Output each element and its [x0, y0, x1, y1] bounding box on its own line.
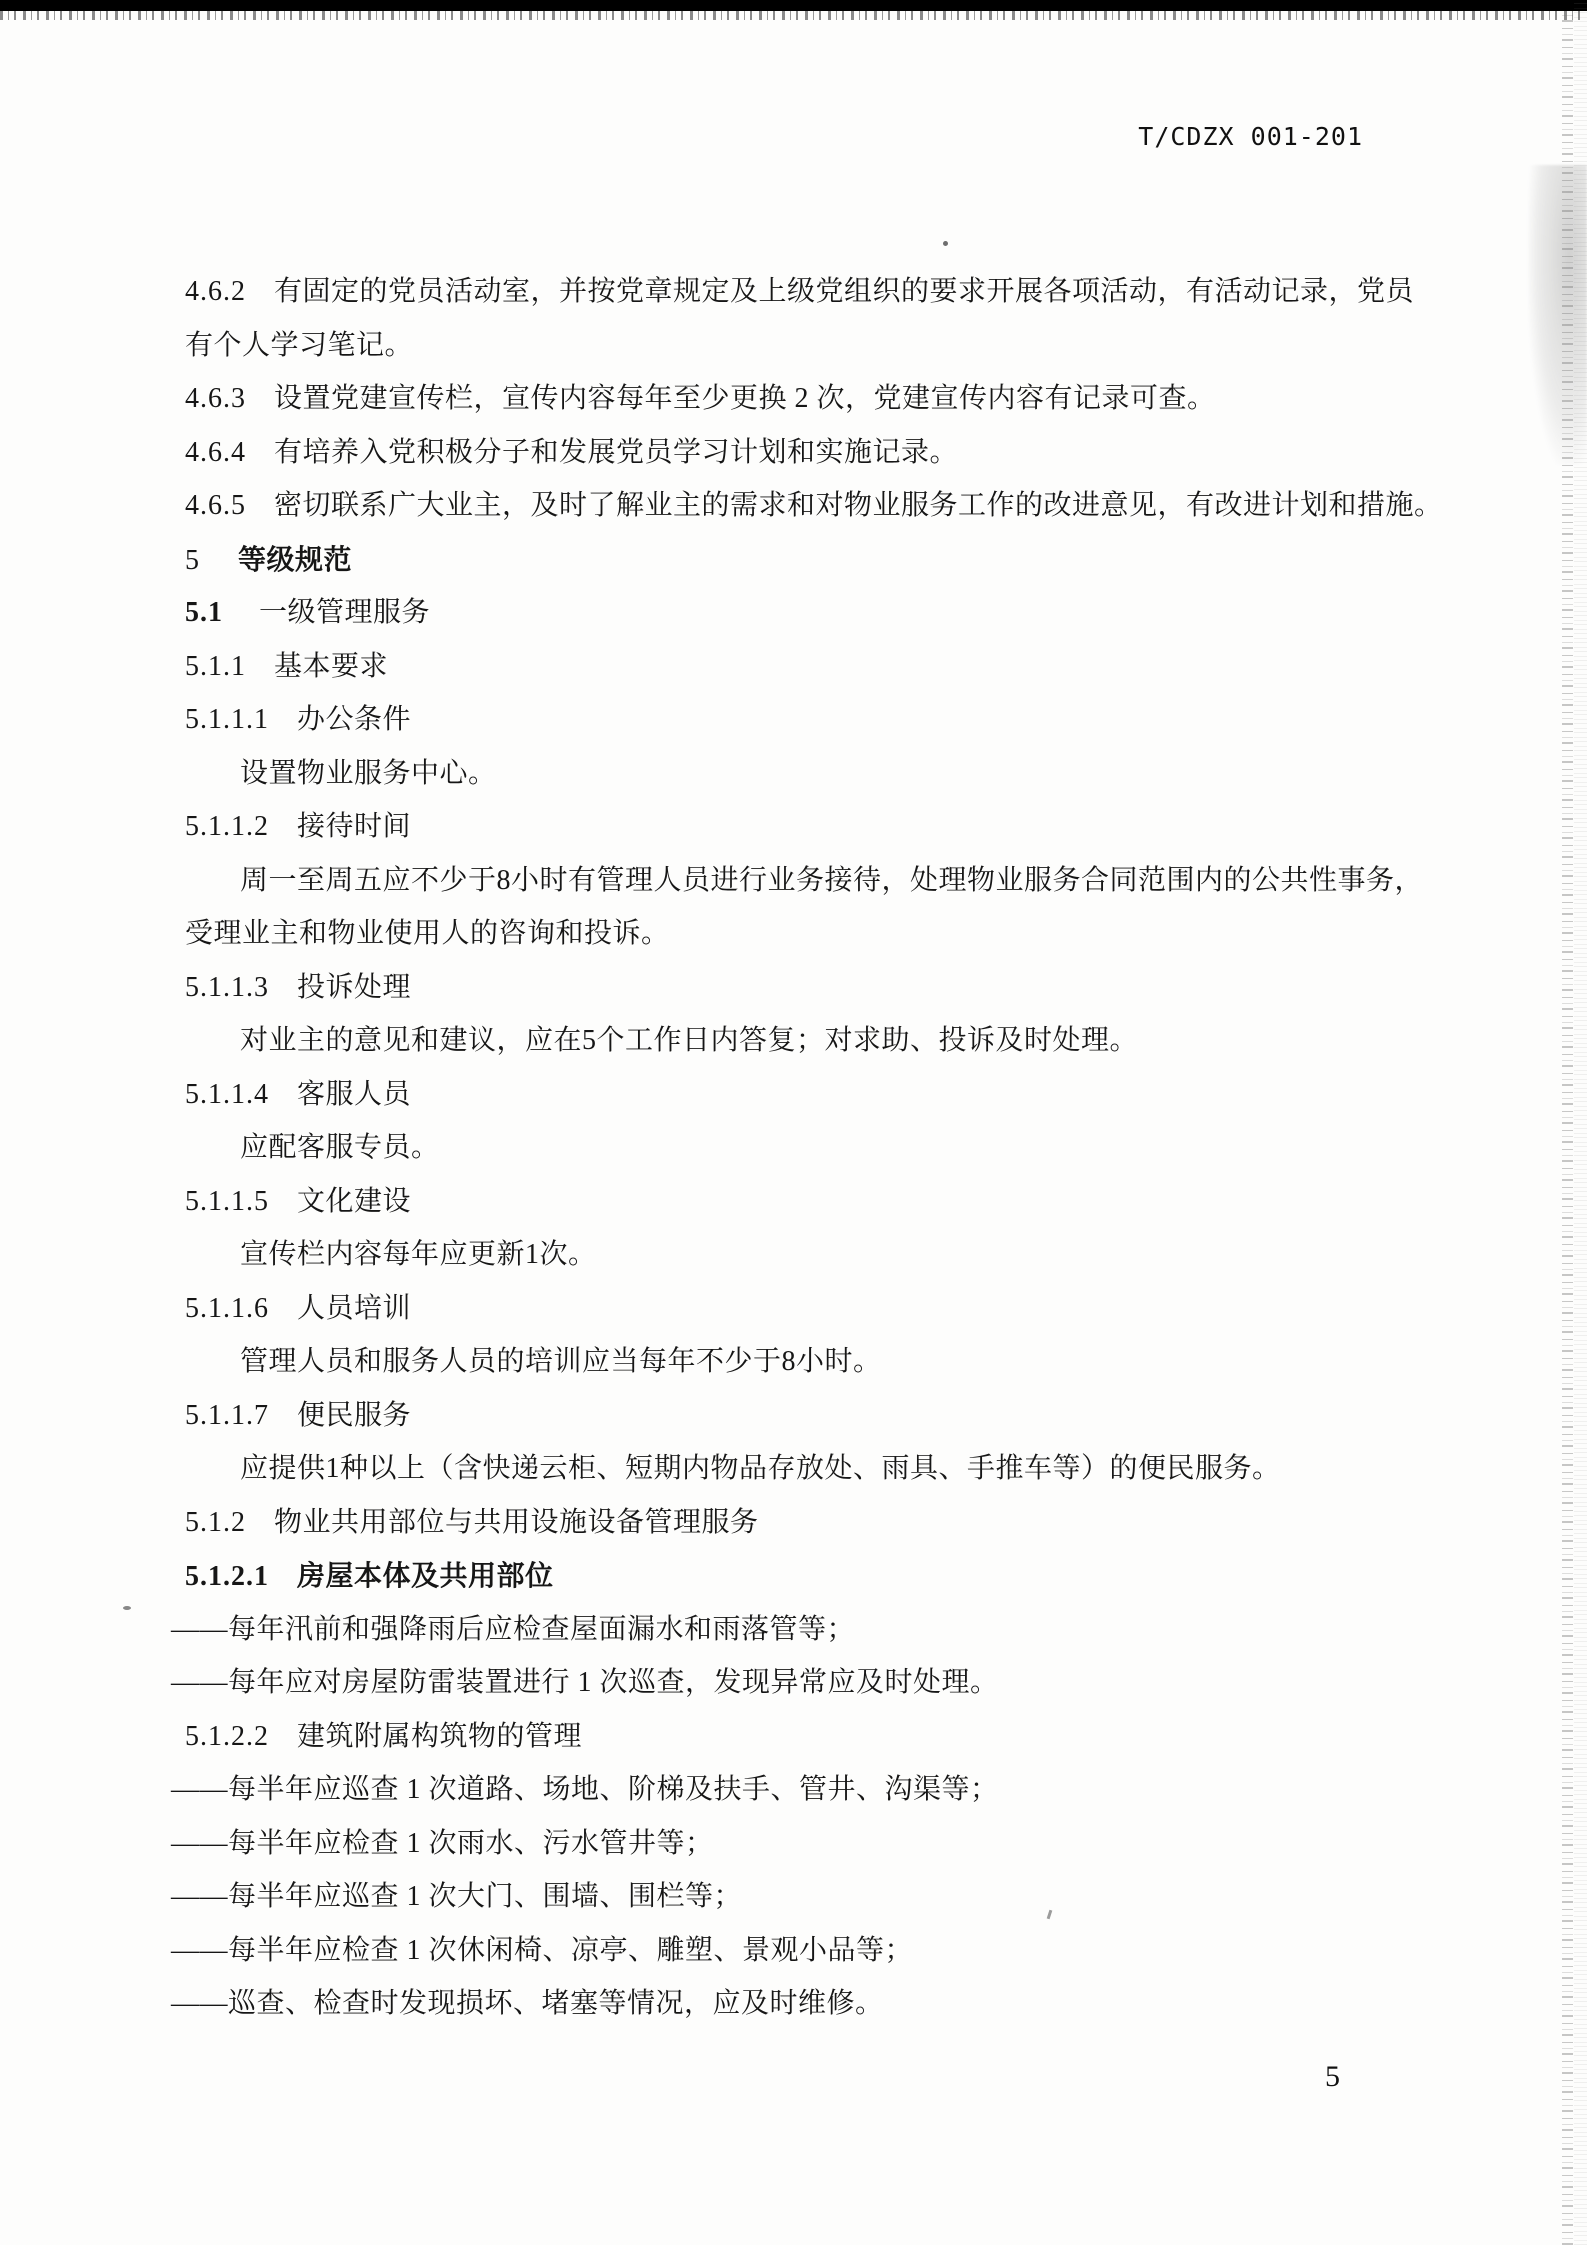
- clause-title-text: 房屋本体及共用部位: [297, 1560, 554, 1591]
- clause-line-5.1.1.6: [185, 1282, 1485, 1336]
- text-line: [185, 854, 1485, 908]
- clause-title-text: 一级管理服务: [259, 597, 431, 628]
- body-text: 应提供1种以上（含快递云柜、短期内物品存放处、雨具、手推车等）的便民服务。: [240, 1453, 1281, 1484]
- clause-number: 5.1.2.2: [185, 1720, 269, 1752]
- body-text: 有个人学习笔记。: [185, 329, 414, 361]
- body-text: ——每年汛前和强降雨后应检查屋面漏水和雨落管等；: [171, 1613, 856, 1645]
- clause-line-4.6.3: [185, 372, 1485, 426]
- text-line: [185, 319, 1485, 373]
- clause-number: 5.1.1.6: [185, 1292, 269, 1324]
- scan-top-edge-artifact: [0, 0, 1587, 11]
- clause-number: 5.1.1.1: [185, 704, 269, 735]
- clause-title-text: 设置党建宣传栏，宣传内容每年至少更换 2 次，党建宣传内容有记录可查。: [274, 383, 1216, 414]
- body-text: 应配客服专员。: [240, 1132, 440, 1163]
- clause-title-text: 接待时间: [297, 811, 412, 842]
- body-text: 受理业主和物业使用人的咨询和投诉。: [185, 918, 670, 949]
- body-text: 设置物业服务中心。: [240, 757, 497, 789]
- clause-title-text: 文化建设: [297, 1185, 412, 1217]
- clause-number: 4.6.4: [185, 436, 246, 468]
- text-line: [171, 1924, 1485, 1978]
- body-text: 对业主的意见和建议，应在5个工作日内答复；对求助、投诉及时处理。: [240, 1025, 1139, 1056]
- clause-title-text: 有固定的党员活动室，并按党章规定及上级党组织的要求开展各项活动，有活动记录，党员: [274, 276, 1415, 307]
- clause-line-5.1.2.2: [185, 1710, 1485, 1764]
- clause-number: 5.1.1.2: [185, 811, 269, 842]
- clause-line-5.1: [185, 586, 1485, 640]
- scan-right-noise-blob: [1528, 165, 1587, 465]
- text-line: [185, 1014, 1485, 1068]
- body-text: ——巡查、检查时发现损坏、堵塞等情况，应及时维修。: [171, 1988, 884, 2019]
- text-line: [171, 1603, 1485, 1657]
- clause-number: 5.1.1.3: [185, 971, 269, 1003]
- text-line: [171, 1763, 1485, 1817]
- scan-speck: [943, 241, 948, 246]
- clause-number: 5.1.1.5: [185, 1185, 269, 1217]
- document-code: T/CDZX 001-201: [1138, 122, 1363, 151]
- text-line: [185, 1442, 1485, 1496]
- clause-number: 4.6.3: [185, 383, 246, 414]
- clause-title-text: 投诉处理: [297, 971, 412, 1003]
- clause-number: 5.1.1.4: [185, 1078, 269, 1110]
- clause-line-5: [185, 533, 1485, 587]
- clause-number: 4.6.5: [185, 490, 246, 521]
- clause-line-4.6.4: [185, 426, 1485, 480]
- clause-line-5.1.1.2: [185, 800, 1485, 854]
- clause-title-text: 人员培训: [297, 1292, 412, 1324]
- clause-line-5.1.1.3: [185, 961, 1485, 1015]
- clause-line-5.1.1.1: [185, 693, 1485, 747]
- clause-line-4.6.5: [185, 479, 1485, 533]
- clause-title-text: 客服人员: [297, 1078, 412, 1110]
- body-text: ——每半年应检查 1 次雨水、污水管井等；: [171, 1827, 714, 1859]
- body-text: ——每年应对房屋防雷装置进行 1 次巡查，发现异常应及时处理。: [171, 1667, 999, 1698]
- clause-line-5.1.1.4: [185, 1068, 1485, 1122]
- clause-number: 5.1.2.1: [185, 1561, 269, 1592]
- clause-number: 5.1.2: [185, 1506, 246, 1538]
- clause-line-5.1.2.1: [185, 1549, 1485, 1603]
- clause-number: 5.1.1.7: [185, 1399, 269, 1431]
- body-text: ——每半年应巡查 1 次大门、围墙、围栏等；: [171, 1881, 743, 1912]
- clause-title-text: 物业共用部位与共用设施设备管理服务: [274, 1506, 759, 1538]
- clause-title-text: 基本要求: [274, 650, 389, 682]
- clause-title-text: 有培养入党积极分子和发展党员学习计划和实施记录。: [274, 436, 959, 468]
- clause-line-5.1.1.5: [185, 1175, 1485, 1229]
- clause-number: 4.6.2: [185, 276, 246, 307]
- clause-line-5.1.2: [185, 1496, 1485, 1550]
- body-text: 管理人员和服务人员的培训应当每年不少于8小时。: [240, 1346, 882, 1377]
- clause-line-5.1.1: [185, 640, 1485, 694]
- text-line: [171, 1817, 1485, 1871]
- text-line: [171, 1870, 1485, 1924]
- scan-speck: [123, 1606, 131, 1610]
- text-line: [171, 1977, 1485, 2031]
- text-line: [185, 747, 1485, 801]
- clause-title-text: 建筑附属构筑物的管理: [297, 1720, 583, 1752]
- clause-number: 5.1.1: [185, 650, 246, 682]
- text-line: [171, 1656, 1485, 1710]
- text-line: [185, 1335, 1485, 1389]
- clause-title-text: 便民服务: [297, 1399, 412, 1431]
- page-number: 5: [1325, 2060, 1340, 2093]
- clause-line-4.6.2: [185, 265, 1485, 319]
- text-line: [185, 1121, 1485, 1175]
- text-line: [185, 1228, 1485, 1282]
- body-text: 宣传栏内容每年应更新1次。: [240, 1239, 597, 1270]
- clause-title-text: 办公条件: [297, 704, 412, 735]
- body-text: ——每半年应巡查 1 次道路、场地、阶梯及扶手、管井、沟渠等；: [171, 1774, 999, 1805]
- clause-line-5.1.1.7: [185, 1389, 1485, 1443]
- body-text: 周一至周五应不少于8小时有管理人员进行业务接待，处理物业服务合同范围内的公共性事务，: [240, 864, 1424, 896]
- clause-title-text: 等级规范: [238, 543, 353, 575]
- clause-title-text: 密切联系广大业主，及时了解业主的需求和对物业服务工作的改进意见，有改进计划和措施。: [274, 490, 1443, 521]
- clause-number: 5.1: [185, 597, 223, 628]
- clause-number: 5: [185, 544, 200, 576]
- body-text: ——每半年应检查 1 次休闲椅、凉亭、雕塑、景观小品等；: [171, 1934, 914, 1966]
- text-line: [185, 907, 1485, 961]
- document-body: [171, 265, 1485, 2031]
